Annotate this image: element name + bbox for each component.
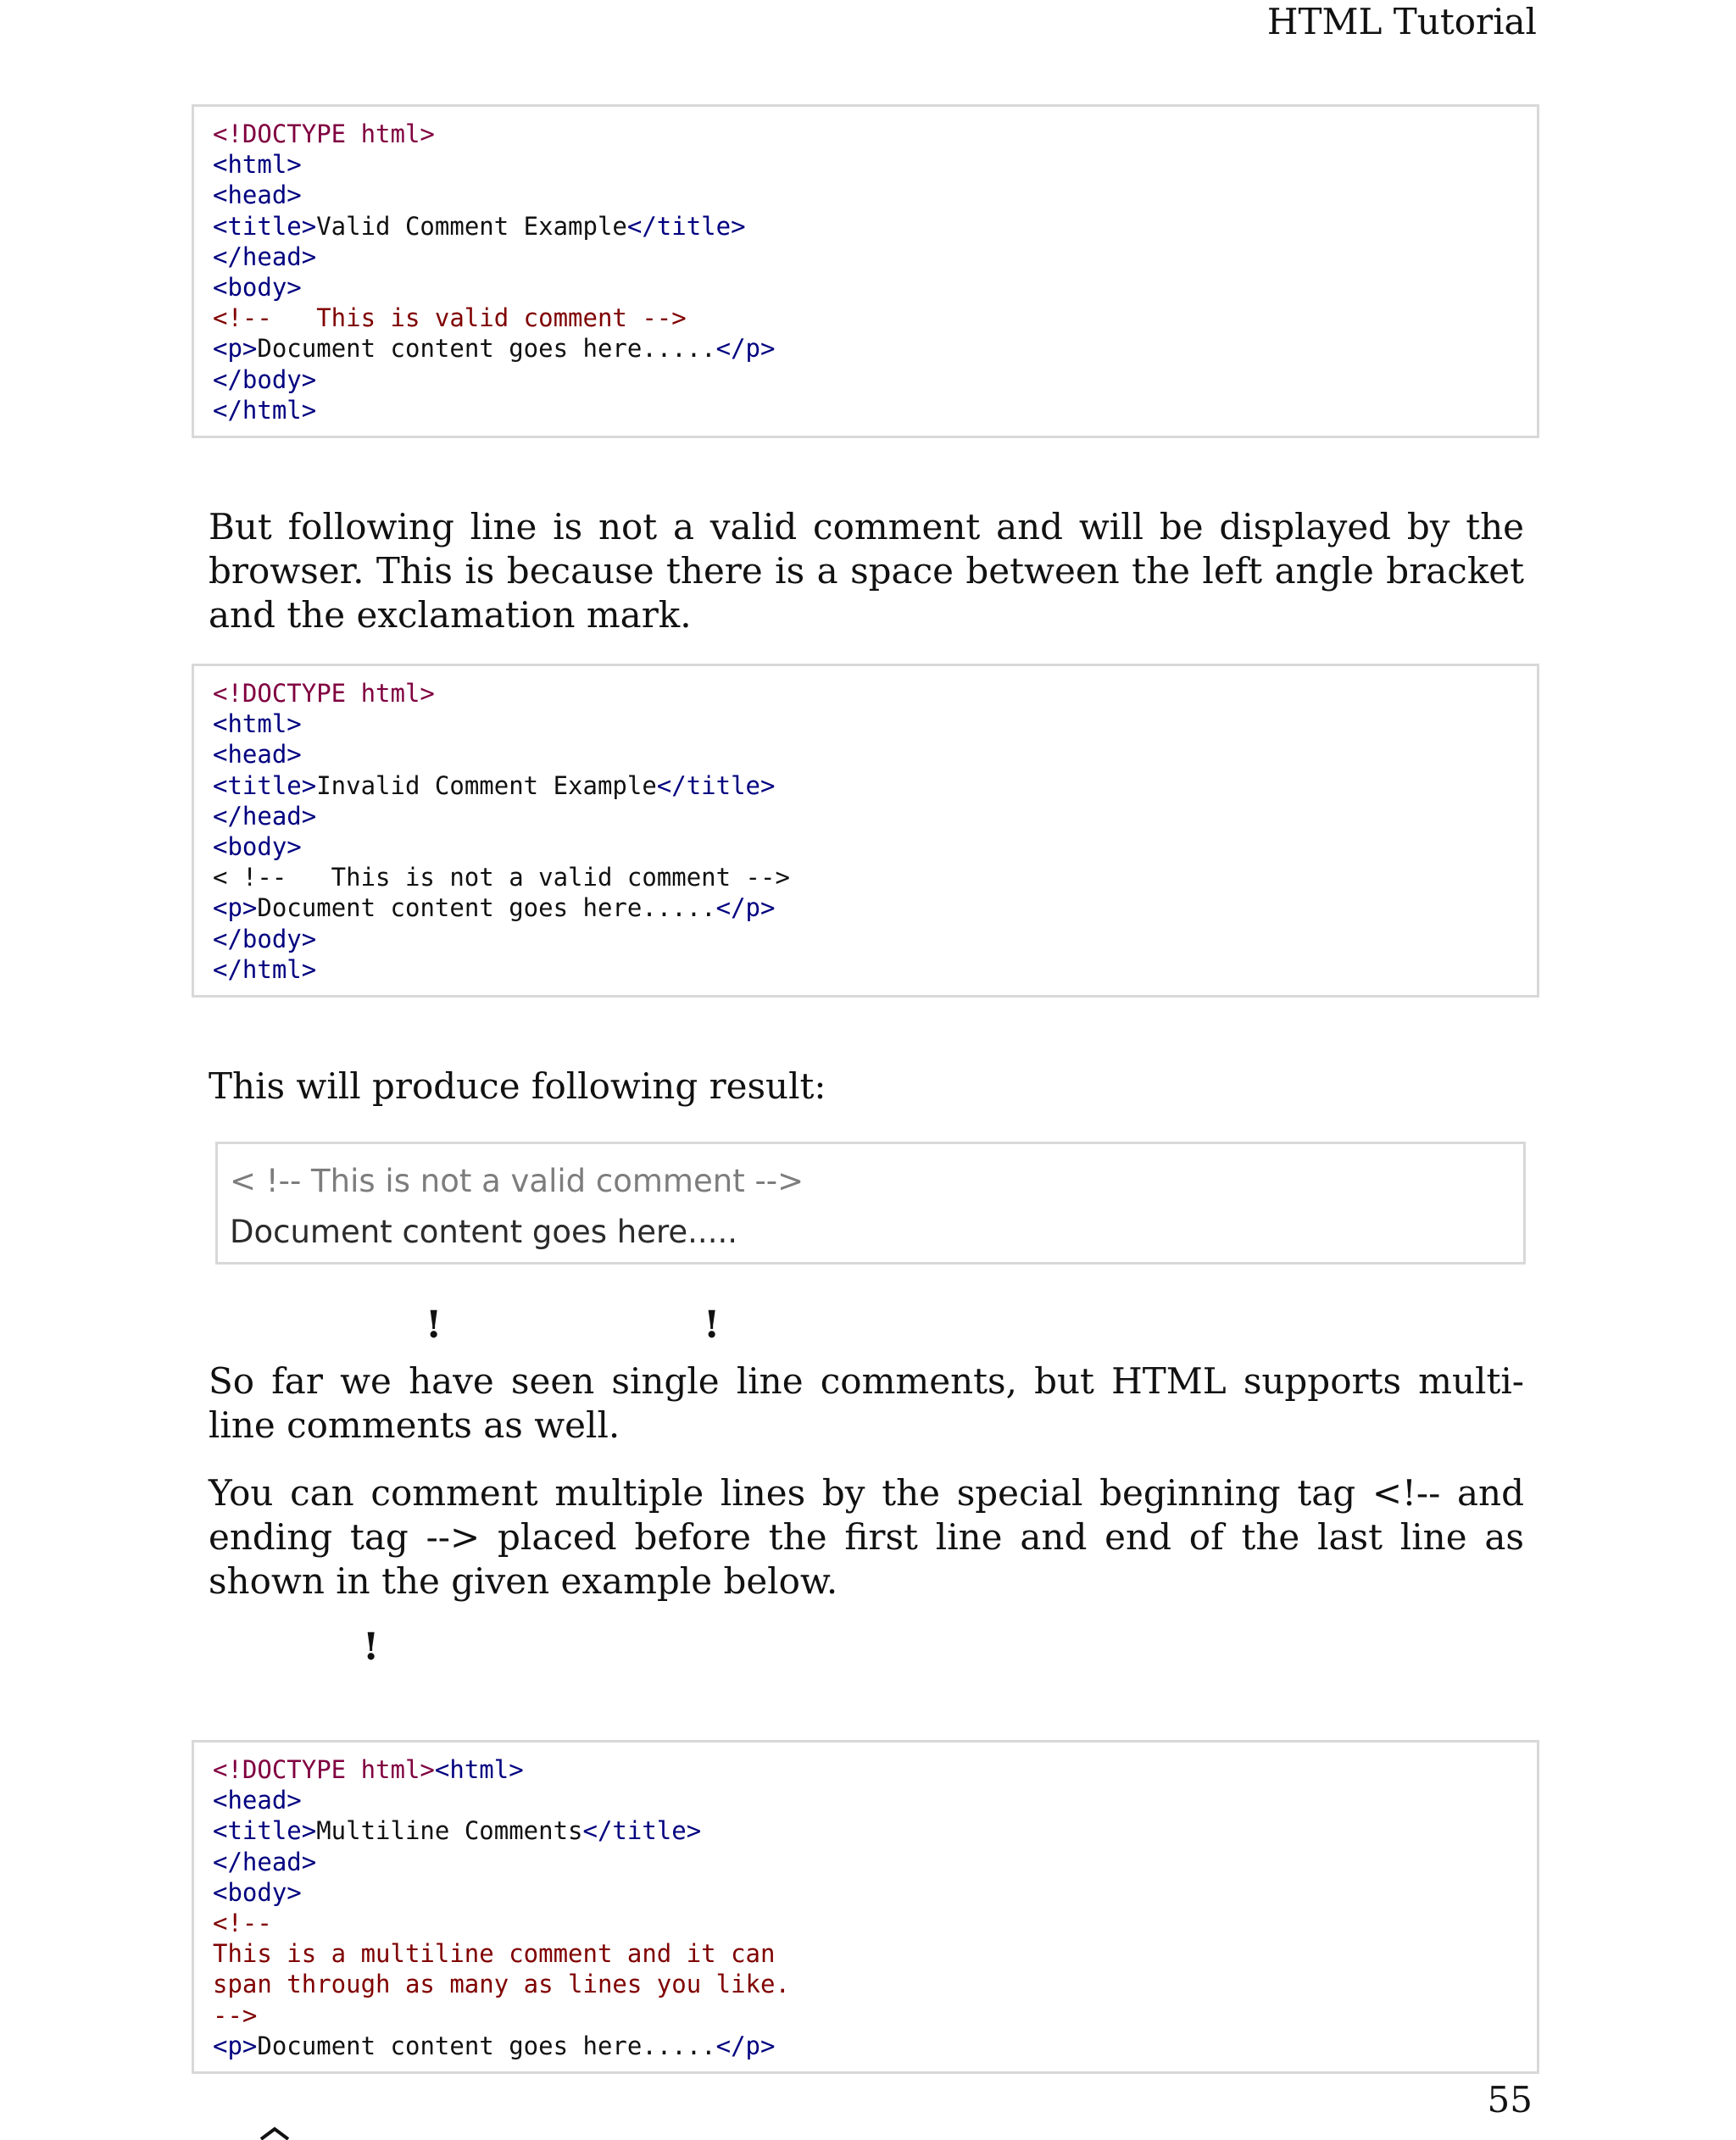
browser-result-box — [215, 1142, 1526, 1265]
code-token: </body> — [213, 924, 317, 953]
paragraph-invalid-comment-explanation: But following line is not a valid comment and will be displayed by the browser. This is because there is a space between the left angle bracket and the exclamation mark. — [209, 506, 1524, 636]
code-listing — [213, 678, 1537, 985]
paragraph-multiline-intro: So far we have seen single line comments, but HTML supports multi-line comments as well. — [209, 1360, 1524, 1446]
code-token: This is a multiline comment and it can — [213, 1939, 776, 1969]
code-token: </html> — [213, 395, 317, 425]
paragraph-result-intro: This will produce following result: — [209, 1065, 826, 1107]
code-token: <title> — [213, 211, 317, 241]
paragraph-multiline-explanation: You can comment multiple lines by the special beginning tag <!-- and ending tag --> placed before the first line and end of the last line as shown in the given example below. — [209, 1472, 1524, 1602]
code-token: <!DOCTYPE html> — [213, 1755, 435, 1784]
chevron-up-icon — [258, 2126, 292, 2140]
code-token: </p> — [715, 334, 776, 364]
code-token: <body> — [213, 1877, 302, 1907]
exclamation-mark: ! — [426, 1303, 442, 1347]
code-token: --> — [213, 2000, 258, 2030]
code-token: <html> — [434, 1755, 524, 1784]
code-token: Valid Comment Example — [316, 211, 627, 241]
page-number: 55 — [1487, 2079, 1533, 2121]
exclamation-mark: ! — [363, 1626, 380, 1669]
code-token: <!DOCTYPE html> — [213, 120, 435, 148]
code-token: </p> — [715, 2031, 776, 2060]
exclamation-mark: ! — [704, 1303, 721, 1347]
code-token: </body> — [213, 364, 317, 394]
code-token: <!-- This is valid comment --> — [213, 303, 687, 333]
code-token: </head> — [213, 242, 317, 271]
code-token: Invalid Comment Example — [316, 770, 657, 800]
code-token: </head> — [213, 801, 317, 831]
code-example-valid-comment — [192, 104, 1539, 438]
code-token: Document content goes here..... — [257, 334, 716, 364]
running-header: HTML Tutorial — [1266, 1, 1537, 42]
code-token: </title> — [582, 1816, 702, 1846]
code-token: <head> — [213, 1786, 302, 1815]
code-token: <body> — [213, 273, 302, 303]
code-token: <html> — [213, 709, 302, 739]
code-token: Multiline Comments — [316, 1816, 583, 1846]
code-token: <body> — [213, 832, 302, 862]
code-token: </html> — [213, 954, 317, 984]
result-line-invalid-comment: < !-- This is not a valid comment --> — [230, 1163, 804, 1199]
code-listing — [213, 119, 1537, 425]
code-token: <p> — [213, 2031, 258, 2060]
code-token: <html> — [213, 150, 302, 180]
code-token: <title> — [213, 770, 317, 800]
code-listing — [213, 1754, 1537, 2061]
code-token: <!DOCTYPE html> — [213, 679, 435, 708]
code-token: <title> — [213, 1816, 317, 1846]
result-line-document-content: Document content goes here..... — [230, 1214, 737, 1250]
code-token: <p> — [213, 893, 258, 923]
code-token: </title> — [626, 211, 746, 241]
code-token: < !-- This is not a valid comment --> — [213, 863, 790, 892]
code-token: <head> — [213, 181, 302, 210]
code-token: </title> — [656, 770, 776, 800]
code-token: <p> — [213, 334, 258, 364]
code-example-invalid-comment — [192, 664, 1539, 998]
code-token: Document content goes here..... — [257, 893, 716, 923]
code-example-multiline-comment — [192, 1740, 1539, 2074]
code-token: <!-- — [213, 1909, 272, 1938]
code-token: span through as many as lines you like. — [213, 1970, 790, 1999]
code-token: </p> — [715, 893, 776, 923]
code-token: </head> — [213, 1847, 317, 1876]
code-token: <head> — [213, 740, 302, 770]
code-token: Document content goes here..... — [257, 2031, 716, 2060]
